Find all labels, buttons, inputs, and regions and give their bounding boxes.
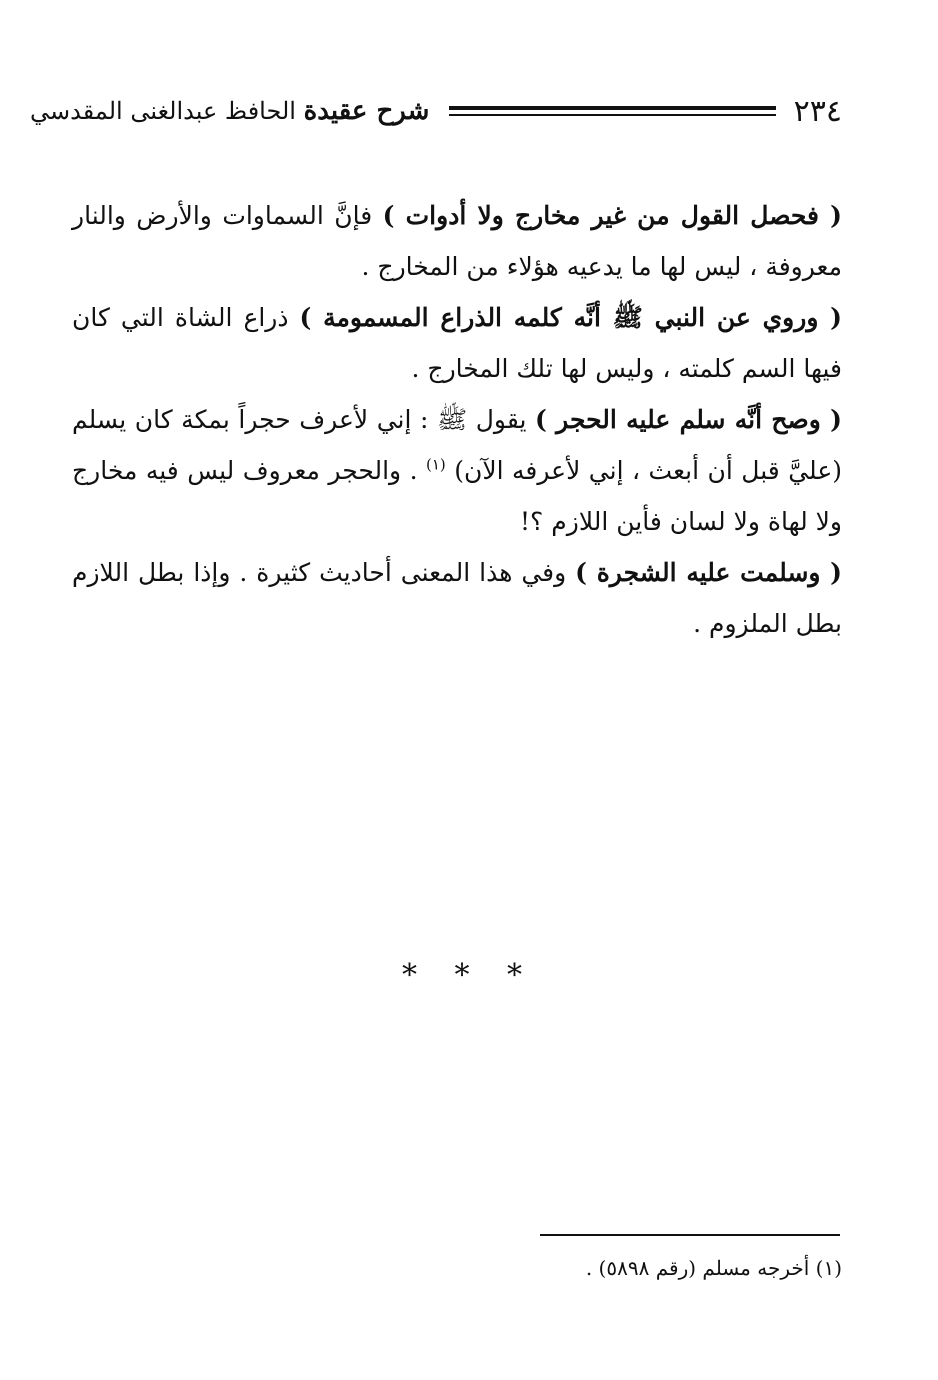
commentary-text: يقول ﷺ : إني لأعرف حجراً بمكة كان يسلم (عليَّ قبل أن أبعث ، إني لأعرفه الآن): [72, 405, 842, 485]
running-title: [30, 96, 429, 126]
paragraph-1: [72, 190, 842, 292]
quoted-text: ( وسلمت عليه الشجرة ): [575, 558, 843, 587]
running-header: [30, 86, 842, 136]
commentary-text: ذراع الشاة التي كان فيها السم كلمته ، وليس لها تلك المخارج .: [72, 303, 842, 383]
quoted-text: ( وصح أنَّه سلم عليه الحجر ): [535, 405, 842, 434]
paragraph-4: [72, 547, 842, 649]
paragraph-2: [72, 292, 842, 394]
commentary-text: فإنَّ السماوات والأرض والنار معروفة ، ليس لها ما يدعيه هؤلاء من المخارج .: [72, 201, 842, 281]
running-title-bold: شرح عقيدة: [303, 96, 430, 126]
paragraph-3: [72, 394, 842, 547]
section-ornament: * * *: [401, 958, 537, 993]
body-text: [72, 190, 842, 649]
header-rule: [449, 106, 775, 116]
commentary-text: . والحجر معروف ليس فيه مخارج ولا لهاة ولا لسان فأين اللازم ؟!: [72, 456, 842, 536]
commentary-text: وفي هذا المعنى أحاديث كثيرة . وإذا بطل اللازم بطل الملزوم .: [72, 558, 842, 638]
footnote-reference[interactable]: (١): [425, 455, 446, 474]
page-number: ٢٣٤: [793, 93, 842, 129]
footnote: (١) أخرجه مسلم (رقم ٥٨٩٨) .: [585, 1256, 842, 1280]
quoted-text: ( فحصل القول من غير مخارج ولا أدوات ): [382, 201, 842, 230]
quoted-text: ( وروي عن النبي ﷺ أنَّه كلمه الذراع المسمومة ): [299, 303, 842, 332]
footnote-rule: [540, 1234, 840, 1236]
running-title-rest: الحافظ عبدالغنى المقدسي: [30, 97, 304, 125]
